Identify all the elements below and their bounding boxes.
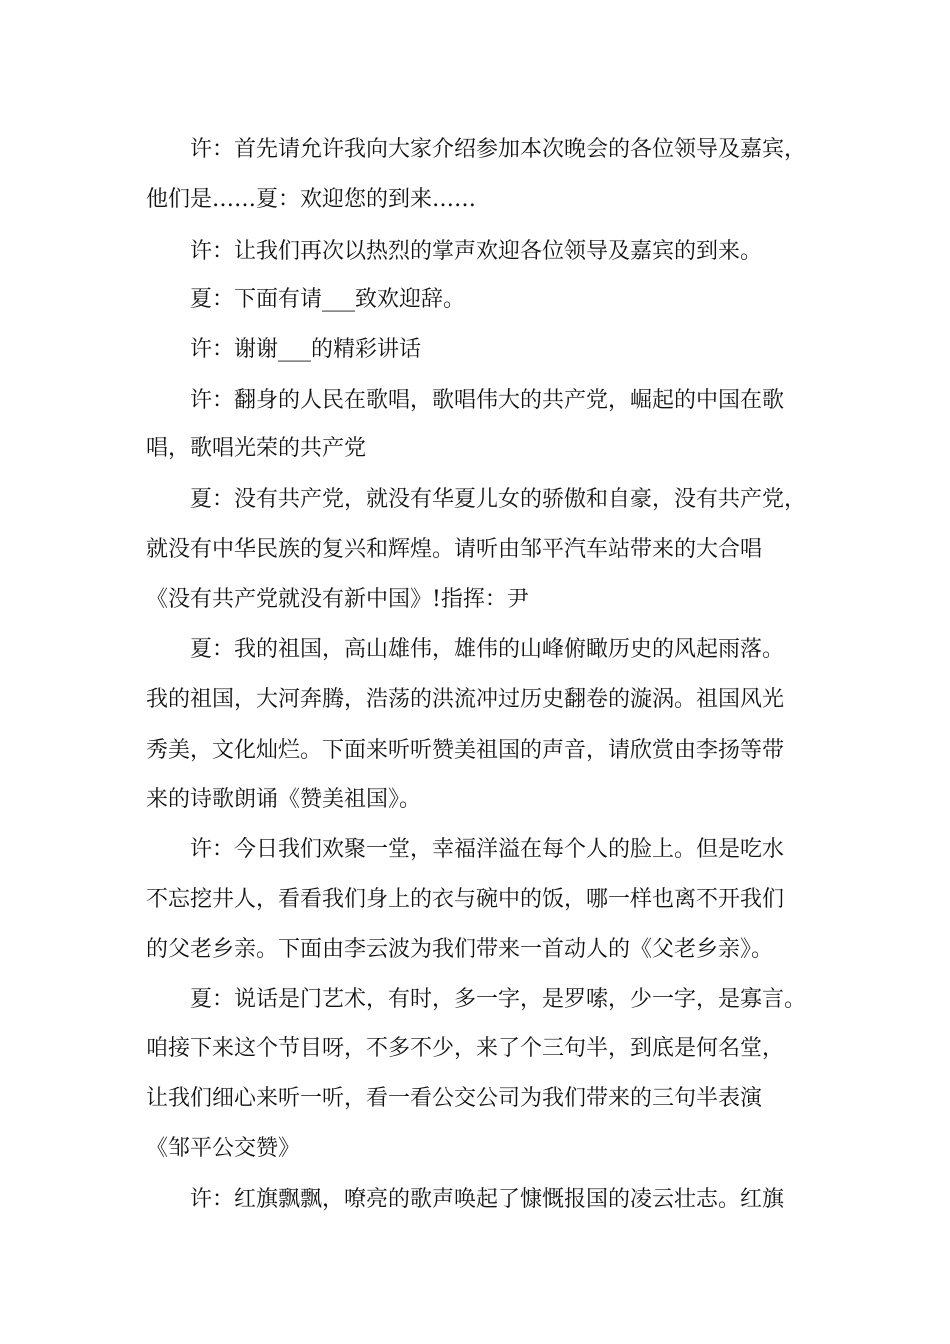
- line-text: 许：今日我们欢聚一堂，幸福洋溢在每个人的脸上。但是吃水: [190, 837, 785, 862]
- text-line: [0, 1029, 950, 1069]
- line-text: 就没有中华民族的复兴和辉煌。请听由邹平汽车站带来的大合唱: [146, 537, 763, 562]
- text-line: [0, 280, 950, 320]
- line-text: 唱，歌唱光荣的共产党: [146, 436, 367, 461]
- line-text: 许：谢谢___的精彩讲话: [190, 337, 422, 362]
- text-line: [0, 1129, 950, 1169]
- line-text: 他们是……夏：欢迎您的到来……: [146, 187, 477, 212]
- text-line: [0, 381, 950, 421]
- text-line: [0, 980, 950, 1020]
- line-text: 夏：说话是门艺术，有时，多一字，是罗嗦，少一字，是寡言。: [190, 987, 807, 1012]
- line-text: 夏：我的祖国，高山雄伟，雄伟的山峰俯瞰历史的风起雨落。: [190, 637, 785, 662]
- line-text: 我的祖国，大河奔腾，浩荡的洪流冲过历史翻卷的漩涡。祖国风光: [146, 687, 785, 712]
- text-line: [0, 232, 950, 272]
- text-line: [0, 330, 950, 370]
- text-line: [0, 731, 950, 771]
- text-line: [0, 830, 950, 870]
- line-text: 许：红旗飘飘，嘹亮的歌声唤起了慷慨报国的凌云壮志。红旗: [190, 1187, 785, 1212]
- line-text: 来的诗歌朗诵《赞美祖国》。: [146, 787, 422, 812]
- line-text: 《没有共产党就没有新中国》!指挥：尹: [146, 587, 529, 612]
- text-line: [0, 930, 950, 970]
- line-text: 许：让我们再次以热烈的掌声欢迎各位领导及嘉宾的到来。: [190, 239, 763, 264]
- line-text: 《邹平公交赞》: [146, 1136, 301, 1161]
- text-line: [0, 580, 950, 620]
- text-line: [0, 180, 950, 220]
- text-line: [0, 130, 950, 170]
- line-text: 不忘挖井人，看看我们身上的衣与碗中的饭，哪一样也离不开我们: [146, 887, 785, 912]
- text-line: [0, 630, 950, 670]
- text-line: [0, 1079, 950, 1119]
- line-text: 让我们细心来听一听，看一看公交公司为我们带来的三句半表演: [146, 1086, 763, 1111]
- text-line: [0, 680, 950, 720]
- line-text: 秀美，文化灿烂。下面来听听赞美祖国的声音，请欣赏由李扬等带: [146, 738, 785, 763]
- line-text: 许：首先请允许我向大家介绍参加本次晚会的各位领导及嘉宾，: [190, 137, 807, 162]
- line-text: 的父老乡亲。下面由李云波为我们带来一首动人的《父老乡亲》。: [146, 937, 774, 962]
- text-line: [0, 1180, 950, 1220]
- line-text: 咱接下来这个节目呀，不多不少，来了个三句半，到底是何名堂，: [146, 1036, 785, 1061]
- line-text: 夏：没有共产党，就没有华夏儿女的骄傲和自豪，没有共产党，: [190, 487, 807, 512]
- text-line: [0, 530, 950, 570]
- text-line: [0, 880, 950, 920]
- text-line: [0, 429, 950, 469]
- text-line: [0, 780, 950, 820]
- line-text: 许：翻身的人民在歌唱，歌唱伟大的共产党，崛起的中国在歌: [190, 388, 785, 413]
- line-text: 夏：下面有请___致欢迎辞。: [190, 287, 466, 312]
- text-line: [0, 480, 950, 520]
